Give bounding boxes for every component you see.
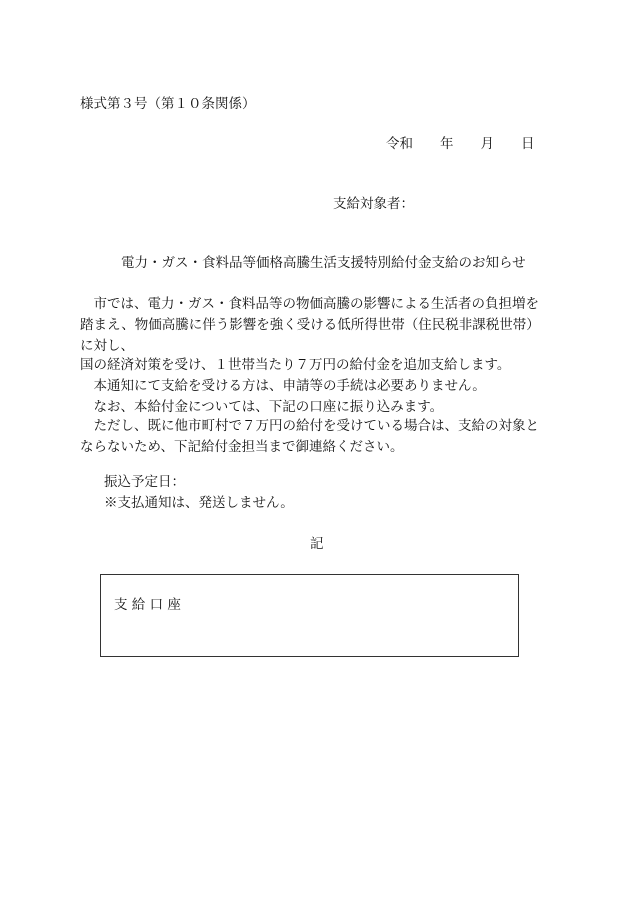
account-label: 支 給 口 座 (114, 597, 181, 613)
body-paragraph-4: ただし、既に他市町村で７万円の給付を受けている場合は、支給の対象とならないため、下記給付金担当まで御連絡ください。 (80, 418, 539, 455)
body-paragraph-3: なお、本給付金については、下記の口座に振り込みます。 (80, 399, 444, 415)
body-paragraph-1a: 市では、電力・ガス・食料品等の物価高騰の影響による生活者の負担増を踏まえ、物価高騰に伴う影響を強く受ける低所得世帯（住民税非課税世帯）に対し、 (80, 296, 540, 354)
document-title: 電力・ガス・食料品等価格高騰生活支援特別給付金支給のお知らせ (121, 255, 526, 271)
date-line: 令和 年 月 日 (386, 136, 535, 152)
body-paragraph-2: 本通知にて支給を受ける方は、申請等の手続は必要ありません。 (80, 378, 486, 394)
notice-note: ※支払通知は、発送しません。 (104, 495, 294, 511)
transfer-date-label: 振込予定日： (104, 474, 185, 490)
account-box (100, 574, 519, 657)
recipient-label: 支給対象者： (333, 196, 414, 212)
body-paragraph-1b: 国の経済対策を受け、１世帯当たり７万円の給付金を追加支給します。 (80, 357, 511, 373)
ki-label: 記 (310, 536, 324, 552)
form-number: 様式第３号（第１０条関係） (80, 96, 256, 112)
